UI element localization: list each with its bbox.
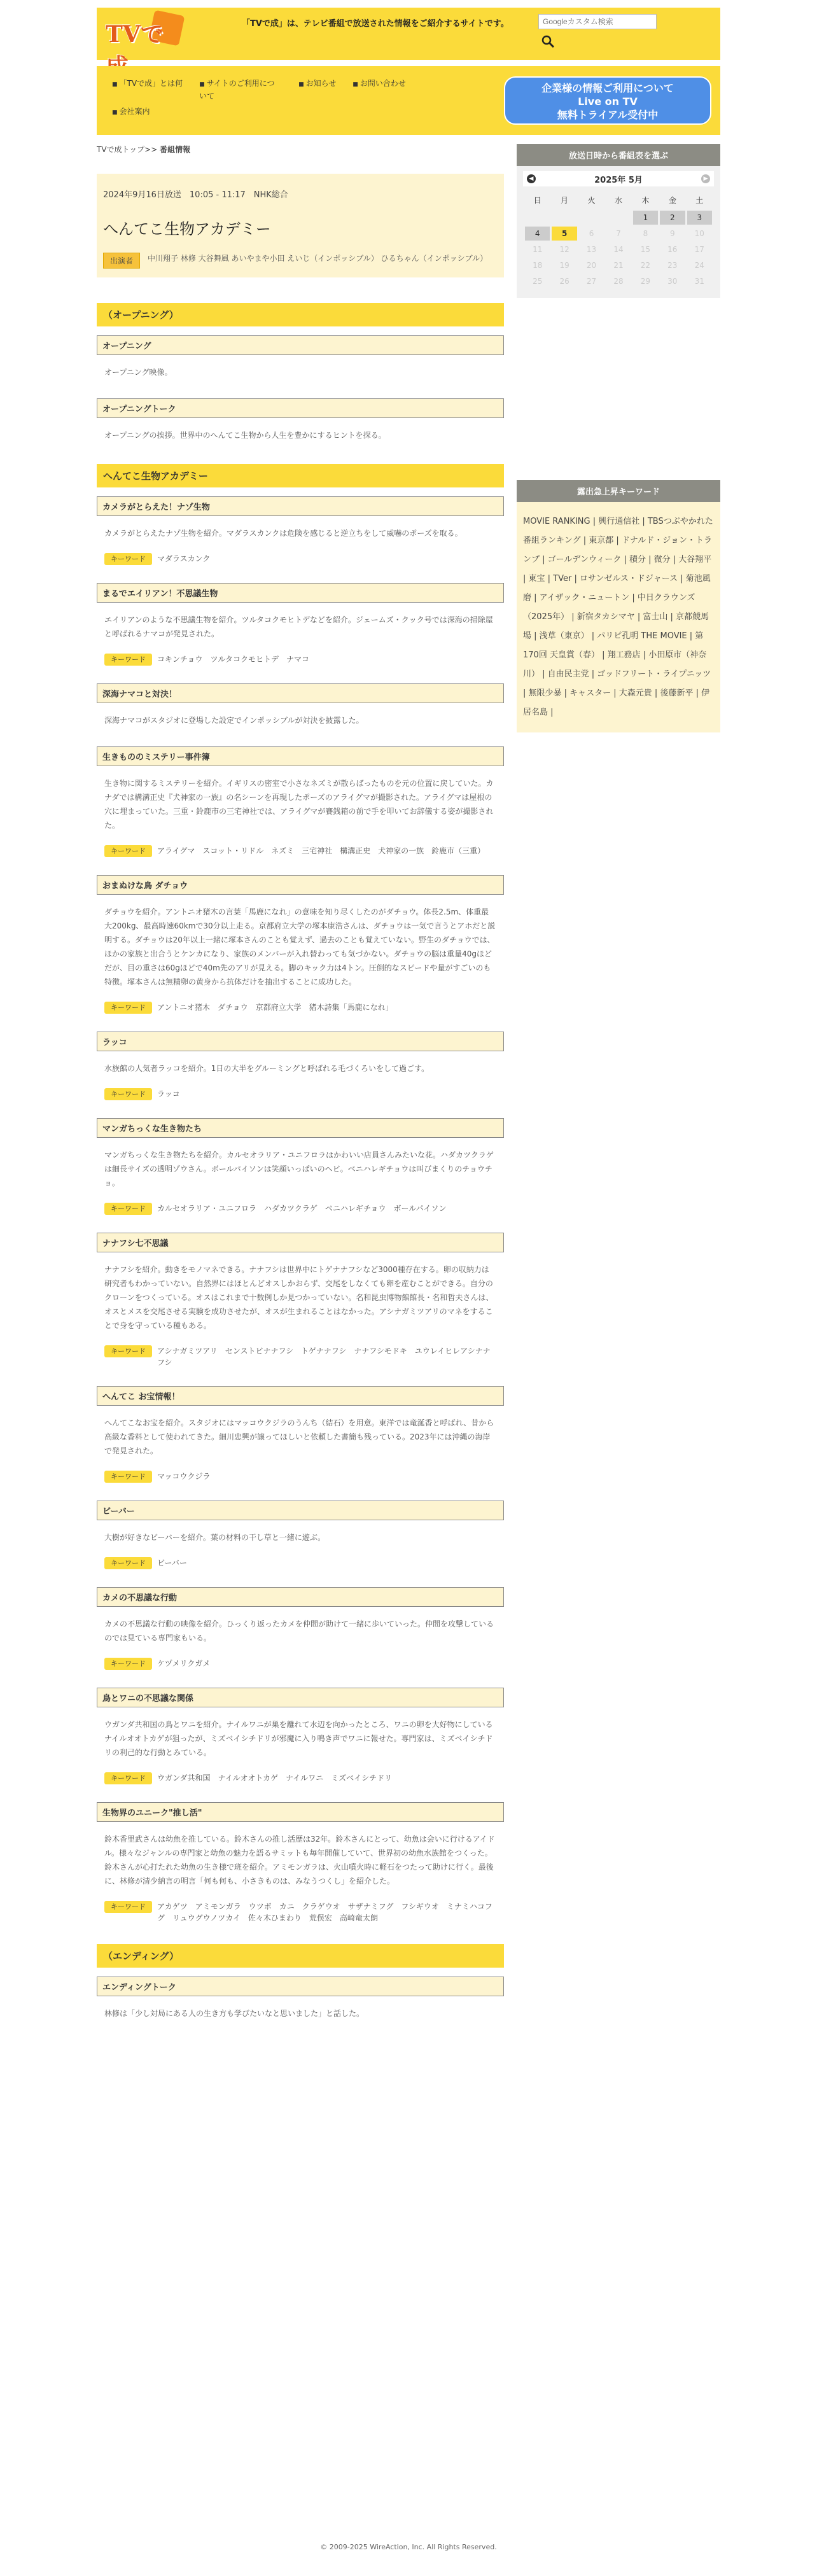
ranking-title: 露出急上昇キーワード xyxy=(517,480,720,502)
segment-description: 鈴木香里武さんは幼魚を推している。鈴木さんの推し活歴は32年。鈴木さんにとって、幼魚は会いに行けるアイドル。様々なジャンルの専門家と幼魚の魅力を語るサミットも毎年開催していて、世界初の幼魚水族館をつくった。鈴木さんが心打たれた幼魚の生き様で班を紹介。アミモンガラは、火山噴火時に軽石をつたって助けに行く。最後に、林修が清少納言の明言「何も何も、小さきものは、みなうつくし」を紹介した。 xyxy=(104,1835,495,1886)
calendar-day[interactable]: 1 xyxy=(633,211,658,225)
calendar-day: 17 xyxy=(694,245,704,254)
page-title: へんてこ生物アカデミー xyxy=(103,220,271,238)
calendar-day: 30 xyxy=(667,277,678,286)
calendar-day xyxy=(525,211,550,225)
calendar-day: 6 xyxy=(589,229,594,238)
promo-line: 企業様の情報ご利用について xyxy=(541,82,674,94)
site-tagline: 「TVで成」は、テレビ番組で放送された情報をご紹介するサイトです。 xyxy=(242,19,509,29)
keyword-row xyxy=(97,843,504,866)
calendar-day: 23 xyxy=(667,261,678,270)
sidebar xyxy=(517,144,720,732)
calendar-day xyxy=(552,211,576,225)
segment-title: ラッコ xyxy=(97,1032,504,1051)
footer-copyright: © 2009-2025 WireAction, Inc. All Rights Reserved. xyxy=(320,2543,497,2551)
calendar-title: 放送日時から番組表を選ぶ xyxy=(517,144,720,166)
calendar-day: 11 xyxy=(533,245,543,254)
weekday-label: 火 xyxy=(587,195,596,205)
segment-title: 深海ナマコと対決！ xyxy=(97,683,504,703)
keyword-label: キーワード xyxy=(104,1658,152,1670)
keyword-label: キーワード xyxy=(104,654,152,666)
segment-title: カメラがとらえた！ナゾ生物 xyxy=(97,496,504,516)
segment-list xyxy=(97,303,504,2031)
keyword-values[interactable]: カルセオラリア・ユニフロラ ハダカツクラゲ ベニハレギチョウ ボールパイソン xyxy=(157,1204,447,1213)
segment-description: オープニングの挨拶。世界中のへんてこ生物から人生を豊かにするヒントを探る。 xyxy=(104,431,386,440)
keyword-row xyxy=(97,1200,504,1224)
segment-title: 鳥とワニの不思議な関係 xyxy=(97,1688,504,1707)
segment-title: オープニングトーク xyxy=(97,398,504,418)
breadcrumb xyxy=(97,144,504,155)
segment-title: オープニング xyxy=(97,335,504,355)
weekday-label: 月 xyxy=(561,195,569,205)
calendar-day: 9 xyxy=(670,229,675,238)
keyword-row xyxy=(97,1343,504,1377)
keyword-values[interactable]: アシナガミツアリ センストビナナフシ トゲナナフシ ナナフシモドキ ユウレイヒレアシナナフシ xyxy=(157,1347,491,1367)
section-heading: へんてこ生物アカデミー xyxy=(97,464,504,487)
segment-description: 林修は「少し対局にある人の生き方も学びたいなと思いました」と話した。 xyxy=(104,2009,365,2018)
keyword-row xyxy=(97,1770,504,1793)
keyword-values[interactable]: ラッコ xyxy=(157,1089,180,1098)
calendar-grid xyxy=(523,189,714,290)
keyword-label: キーワード xyxy=(104,1557,152,1569)
keyword-label: キーワード xyxy=(104,1203,152,1215)
segment-title: エンディングトーク xyxy=(97,1977,504,1996)
weekday-label: 水 xyxy=(614,195,622,205)
ranking-box xyxy=(517,480,720,732)
ranking-keywords[interactable]: MOVIE RANKING | 興行通信社 | TBSつぶやかれた番組ランキング | 東京都 | ドナルド・ジョン・トランプ | ゴールデンウィーク | 積分 | 微分 | 大谷翔平 | 東宝 | TVer | ロサンゼルス・ドジャース | 菊池風磨 | アイザック・ニュートン | 中日クラウンズ（2025年） | 新宿タカシマヤ | 富士山 | 京都競馬場 | 浅草（東京） | パリピ孔明 THE MOVIE | 第170回 天皇賞（春） | 翔工務店 | 小田原市（神奈川） | 自由民主党 | ゴッドフリート・ライプニッツ | 無限少暴 | キャスター | 大森元貴 | 後藤新平 | 伊居名島 | xyxy=(517,502,720,732)
keyword-row xyxy=(97,1898,504,1933)
calendar-day: 22 xyxy=(640,261,651,270)
weekday-label: 日 xyxy=(533,195,541,205)
segment-description: カメの不思議な行動の映像を紹介。ひっくり返ったカメを仲間が助けて一緒に歩いていった。仲間を攻撃しているのでは見ている専門家もいる。 xyxy=(104,1620,494,1642)
segment-description: 水族館の人気者ラッコを紹介。1日の大半をグルーミングと呼ばれる毛づくろいをして過ごす。 xyxy=(104,1064,429,1073)
nav-item[interactable]: ■ サイトのご利用について xyxy=(199,78,282,102)
keyword-values[interactable]: マダラスカンク xyxy=(157,554,211,563)
segment-description: カメラがとらえたナゾ生物を紹介。マダラスカンクは危険を感じると逆立ちをして威嚇のポーズを取る。 xyxy=(104,529,463,538)
segment-title: おまぬけな鳥 ダチョウ xyxy=(97,875,504,895)
calendar-day[interactable]: 2 xyxy=(660,211,685,225)
main-content xyxy=(97,144,504,2031)
promo-line: 無料トライアル受付中 xyxy=(557,109,659,121)
site-header xyxy=(97,8,720,60)
nav-item[interactable]: ■ 会社案内 xyxy=(112,106,150,118)
calendar xyxy=(517,166,720,298)
keyword-label: キーワード xyxy=(104,553,152,565)
calendar-day: 27 xyxy=(586,277,597,286)
keyword-row xyxy=(97,1468,504,1492)
calendar-day[interactable]: 5 xyxy=(552,227,576,241)
cast-label: 出演者 xyxy=(103,253,140,269)
segment-description: オープニング映像。 xyxy=(104,368,172,377)
keyword-row xyxy=(97,999,504,1023)
cast-row xyxy=(103,253,498,269)
calendar-day[interactable]: 4 xyxy=(525,227,550,241)
keyword-label: キーワード xyxy=(104,1471,152,1483)
calendar-day[interactable]: 3 xyxy=(687,211,712,225)
calendar-day: 14 xyxy=(613,245,624,254)
calendar-day: 7 xyxy=(616,229,621,238)
calendar-day: 31 xyxy=(694,277,704,286)
calendar-day: 16 xyxy=(667,245,678,254)
logo-text: TVで xyxy=(106,21,164,48)
calendar-day: 15 xyxy=(640,245,651,254)
segment-title: ビーバー xyxy=(97,1501,504,1520)
program-header xyxy=(97,174,504,277)
segment-description: ダチョウを紹介。アントニオ猪木の言葉「馬鹿になれ」の意味を知り尽くしたのがダチョウ。体長2.5m、体重最大200kg、最高時速60kmで30分以上走る。京都府立大学の塚本康浩さんは、ダチョウは一気で言うとアホだと説明する。ダチョウは20年以上一緒に塚本さんのことも覚えず、過去のことも覚えていない。野生のダチョウでは、ほかの家族と出合うとケンカになり、家族のメンバーが入れ替わっても気づかない。ダチョウの脳は重量40gほどだが、目の重さは60gほどで40m先のアリが見える。脚のキック力は4トン。圧倒的なスピードや量がすごいのも特徴。塚本さんは無精卵の黄身から抗体だけを抽出することに成功した。 xyxy=(104,907,496,986)
segment-title: ナナフシ七不思議 xyxy=(97,1233,504,1252)
main-nav xyxy=(97,66,720,135)
calendar-day: 21 xyxy=(613,261,624,270)
section-heading: （エンディング） xyxy=(97,1944,504,1968)
segment-title: 生物界のユニーク"推し活" xyxy=(97,1802,504,1822)
segment-title: まるでエイリアン！不思議生物 xyxy=(97,583,504,603)
nav-item[interactable]: ■ お問い合わせ xyxy=(353,78,406,102)
segment-description: へんてこなお宝を紹介。スタジオにはマッコウクジラのうんち（結石）を用意。東洋では竜涎香と呼ばれ、昔から高級な香料として使われてきた。細川忠興が譲ってほしいと依頼した書簡も残っている。2023年には沖縄の海岸で発見された。 xyxy=(104,1418,494,1455)
calendar-bar xyxy=(523,171,714,186)
keyword-label: キーワード xyxy=(104,1088,152,1100)
calendar-day: 10 xyxy=(694,229,704,238)
calendar-day: 20 xyxy=(586,261,597,270)
breadcrumb-current: 番組情報 xyxy=(160,145,191,154)
keyword-values[interactable]: ウガンダ共和国 ナイルオオトカゲ ナイルワニ ミズベイシチドリ xyxy=(157,1774,393,1782)
weekday-label: 木 xyxy=(641,195,650,205)
prev-month-icon[interactable]: ◀ xyxy=(527,174,536,183)
segment-description: 深海ナマコがスタジオに登場した設定でインポッシブルが対決を披露した。 xyxy=(104,716,364,725)
promo-line: Live on TV xyxy=(578,95,638,108)
keyword-values[interactable]: コキンチョウ ツルタコクモヒトデ ナマコ xyxy=(157,655,310,664)
calendar-day: 19 xyxy=(559,261,569,270)
search-icon[interactable] xyxy=(541,34,555,48)
keyword-values[interactable]: アカゲツ アミモンガラ ウツボ カニ クラゲウオ サザナミフグ フシギウオ ミナミハコフグ リュウグウノツカイ 佐々木ひまわり 荒俣宏 高崎竜太朗 xyxy=(157,1902,492,1922)
calendar-day: 26 xyxy=(559,277,569,286)
section-heading: （オープニング） xyxy=(97,303,504,326)
keyword-label: キーワード xyxy=(104,845,152,857)
calendar-day: 8 xyxy=(643,229,648,238)
segment-title: 生きもののミステリー事件簿 xyxy=(97,746,504,766)
keyword-label: キーワード xyxy=(104,1901,152,1913)
segment-description: マンガちっくな生き物たちを紹介。カルセオラリア・ユニフロラはかわいい店員さんみたいな花。ハダカツクラゲは細長サイズの透明ゾウさん。ボールパイソンは笑顔いっぱいのヘビ。ベニハレギチョウは叫びまくりのチョウチョ。 xyxy=(104,1151,494,1187)
segment-title: マンガちっくな生き物たち xyxy=(97,1118,504,1138)
calendar-month: 2025年 5月 xyxy=(594,175,643,185)
segment-description: ナナフシを紹介。動きをモノマネできる。ナナフシは世界中にトゲナナフシなど3000種存在する。卵の収納力は研究者もわかっていない。自然界にはほとんどオスしかおらず、交尾をしなくても卵を産むことができる。自分のクローンをつくっている。オスはこれまで十数例しか見つかっていない。名和昆虫博物館館長・名和哲夫さんは、オスとメスを交尾させる実験を成功させたが、オスが生まれることはなかった。アシナガミツアリのマネをすることで身を守っている種もある。 xyxy=(104,1265,494,1330)
segment-title: へんてこ お宝情報！ xyxy=(97,1386,504,1406)
breadcrumb-home[interactable]: TVで成トップ>> xyxy=(97,145,158,154)
segment-description: ウガンダ共和国の鳥とワニを紹介。ナイルワニが巣を離れて水辺を向かったところ、ワニの卵を大好物にしているナイルオオトカゲが狙ったが、ミズベイシチドリが邪魔に入り鳴き声でワニに報せた。専門家は、ミズベイシチドリの利己的な行動とみている。 xyxy=(104,1720,493,1757)
keyword-values[interactable]: マッコウクジラ xyxy=(157,1472,211,1481)
calendar-day xyxy=(606,211,631,225)
keyword-values[interactable]: ケヅメリクガメ xyxy=(157,1659,211,1668)
nav-item[interactable]: ■ 「TVで成」とは何 xyxy=(112,78,183,102)
keyword-values[interactable]: ビーバー xyxy=(157,1558,187,1567)
weekday-label: 土 xyxy=(695,195,704,205)
promo-banner[interactable] xyxy=(504,76,711,125)
calendar-day: 12 xyxy=(559,245,569,254)
keyword-values[interactable]: アライグマ スコット・リドル ネズミ 三宅神社 構溝正史 犬神家の一族 鈴鹿市（三重） xyxy=(157,846,485,855)
keyword-label: キーワード xyxy=(104,1002,152,1014)
keyword-row xyxy=(97,1086,504,1109)
calendar-day xyxy=(579,211,604,225)
calendar-day: 13 xyxy=(586,245,597,254)
segment-description: エイリアンのような不思議生物を紹介。ツルタコクモヒトデなどを紹介。ジェームズ・クック号では深海の掃除屋と呼ばれるナマコが発見された。 xyxy=(104,615,493,638)
keyword-label: キーワード xyxy=(104,1772,152,1784)
search-input[interactable] xyxy=(538,14,657,29)
segment-title: カメの不思議な行動 xyxy=(97,1587,504,1607)
keyword-row xyxy=(97,651,504,675)
calendar-day: 18 xyxy=(533,261,543,270)
segment-description: 大樹が好きなビーバーを紹介。葉の材料の干し草と一緒に遊ぶ。 xyxy=(104,1533,326,1542)
calendar-day: 28 xyxy=(613,277,624,286)
keyword-values[interactable]: アントニオ猪木 ダチョウ 京都府立大学 猪木詩集「馬鹿になれ」 xyxy=(157,1003,393,1012)
next-month-icon: ▶ xyxy=(701,174,710,183)
keyword-row xyxy=(97,550,504,574)
calendar-day: 29 xyxy=(640,277,651,286)
keyword-row xyxy=(97,1655,504,1679)
segment-description: 生き物に関するミステリーを紹介。イギリスの密室で小さなネズミが散らばったものを元の位置に戻していた。カナダでは構溝正史『犬神家の一族』の名シーンを再現したポーズのアライグマが撮影された。アライグマは屋根の穴に埋まっていた。三重・鈴鹿市の三宅神社では、アライグマが賽銭箱の前で手を叩いてお辞儀する姿が撮影された。 xyxy=(104,779,494,830)
keyword-label: キーワード xyxy=(104,1345,152,1357)
site-logo[interactable] xyxy=(106,13,182,53)
cast-names: 中川翔子 林修 大谷舞風 あいやまや小田 えいじ（インポッシブル） ひるちゃん（インポッシブル） xyxy=(148,254,488,263)
calendar-day: 25 xyxy=(533,277,543,286)
nav-item[interactable]: ■ お知らせ xyxy=(298,78,336,102)
keyword-row xyxy=(97,1555,504,1578)
broadcast-datetime: 2024年9月16日放送 10:05 - 11:17 NHK総合 xyxy=(103,190,288,200)
weekday-label: 金 xyxy=(668,195,676,205)
calendar-day: 24 xyxy=(694,261,704,270)
